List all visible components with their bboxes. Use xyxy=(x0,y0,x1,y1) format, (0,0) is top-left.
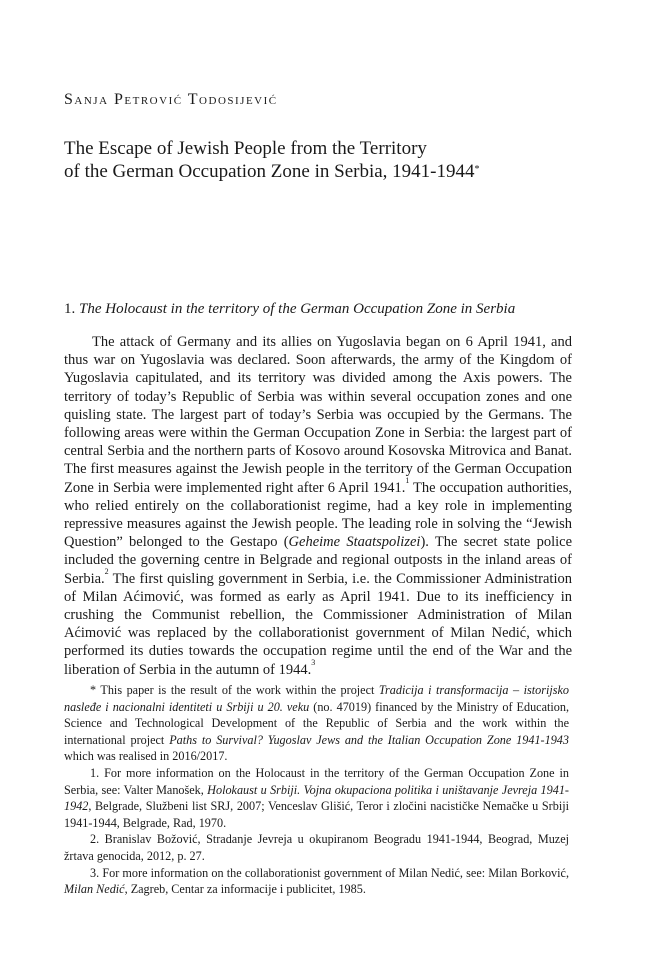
body-text-4: The first quisling government in Serbia, i.e. the Commissioner Administration of Milan Aćimović, was formed as early as April 1941. Due to its inefficiency in crushing the Communist rebellion, the Commissioner Administration of Milan Aćimović was replaced by the collaborationist government of Milan Nedić, which performed its duties towards the occupation regime until the end of the War and the liberation of Serbia in the autumn of 1944. xyxy=(64,570,572,678)
footnotes xyxy=(64,682,569,898)
body-text-3: ). The secret state police included the governing centre in Belgrade and regional outposts in the inland areas of Serbia. xyxy=(64,534,573,587)
footnote-ref-3[interactable]: 3 xyxy=(311,657,316,667)
body-paragraph xyxy=(64,333,572,679)
author-name: Sanja Petrović Todosijević xyxy=(64,91,278,108)
title-line-2: of the German Occupation Zone in Serbia, 1941-1944 xyxy=(64,161,475,182)
footnote-1 xyxy=(64,765,569,831)
gestapo-term: Geheime Staatspolizei xyxy=(288,534,421,551)
title-footnote-marker[interactable]: * xyxy=(474,164,480,175)
footnote-ref-2[interactable]: 2 xyxy=(104,566,109,576)
book-title: Holokaust u Srbiji. Vojna okupaciona politika i uništavanje Jevreja 1941-1942 xyxy=(64,782,569,814)
book-title: Milan Nedić xyxy=(64,882,125,897)
title-line-1: The Escape of Jewish People from the Territory xyxy=(64,138,427,159)
paper-title xyxy=(64,137,604,183)
footnote-text: 3. For more information on the collaborationist government of Milan Nedić, see: Milan Borković, xyxy=(90,865,569,880)
footnote-star xyxy=(64,682,569,765)
footnote-3 xyxy=(64,865,569,898)
section-title: The Holocaust in the territory of the German Occupation Zone in Serbia xyxy=(79,301,516,317)
footnote-text: , Zagreb, Centar za informacije i publicitet, 1985. xyxy=(124,882,366,897)
section-heading xyxy=(64,300,604,319)
footnote-text: which was realised in 2016/2017. xyxy=(64,749,228,764)
footnote-text: * This paper is the result of the work within the project xyxy=(90,683,379,697)
footnote-text: (no. 47019) financed by the Ministry of Education, Science and Technological Development of the Republic of Serbia and the work within the international project xyxy=(64,699,569,747)
footnote-text: , Belgrade, Službeni list SRJ, 2007; Venceslav Glišić, Teror i zločini nacističke Nemačke u Srbiji 1941-1944, Belgrade, Rad, 1970. xyxy=(64,799,569,830)
footnote-2: 2. Branislav Božović, Stradanje Jevreja u okupiranom Beogradu 1941-1944, Beograd, Muzej žrtava genocida, 2012, p. 27. xyxy=(64,832,569,863)
footnote-ref-1[interactable]: 1 xyxy=(405,475,410,485)
body-text-2: The occupation authorities, who relied entirely on the collaborationist regime, had a key role in implementing repressive measures against the Jewish people. The leading role in solving the “Jewish Question” belonged to the Gestapo ( xyxy=(64,479,572,551)
project-title: Tradicija i transformacija – istorijsko nasleđe i nacionalni identiteti u Srbiji u 20. veku xyxy=(64,683,570,714)
section-number: 1. xyxy=(64,301,76,317)
body-text-1: The attack of Germany and its allies on Yugoslavia began on 6 April 1941, and thus war on Yugoslavia was declared. Soon afterwards, the army of the Kingdom of Yugoslavia capitulated, and its territory was divided among the Axis powers. The territory of today’s Republic of Serbia was within several occupation zones and one quisling state. The largest part of today’s Serbia was occupied by the Germans. The following areas were within the German Occupation Zone in Serbia: the largest part of central Serbia and the northern parts of Kosovo around Kosovska Mitrovica and Banat. The first measures against the Jewish people in the territory of the German Occupation Zone in Serbia were implemented right after 6 April 1941. xyxy=(64,334,572,496)
footnote-text: 1. For more information on the Holocaust in the territory of the German Occupation Zone in Serbia, see: Valter Manošek, xyxy=(64,765,569,797)
project-title: Paths to Survival? Yugoslav Jews and the Italian Occupation Zone 1941-1943 xyxy=(169,732,569,747)
